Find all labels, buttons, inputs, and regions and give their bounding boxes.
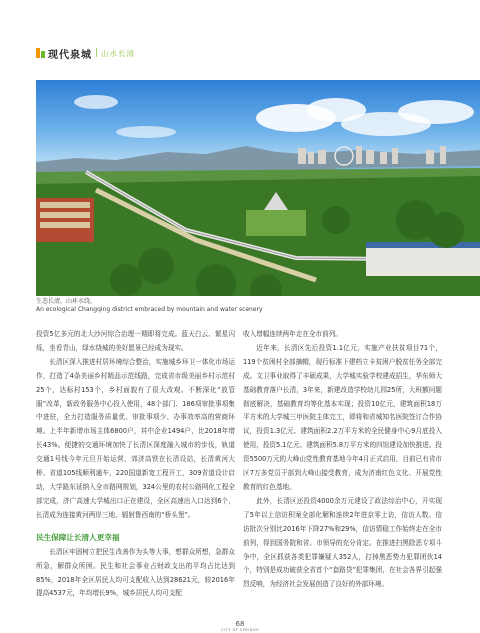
left-text-column xyxy=(36,328,235,601)
paragraph: 此外，长清区还投资4000余万元建设了政法综治中心，开实现了5年以上信访积案全部化解和连续2年进京零上访，信访人数、信访批次分别比2016年下降27%和29%，信访情稳工作始终走在全市前列，得到国务院和省、市领导的充分肯定。在推进扫黑除恶专项斗争中，全区抓获各类犯罪嫌疑人352人，打掉黑恶势力犯罪团伙14个，特别是成功破获全省首个“套路贷”犯罪集团，在社会各界引起强烈反响，为经济社会发展创造了良好的外部环境。 xyxy=(243,496,442,589)
section-header xyxy=(36,45,135,61)
photo-caption xyxy=(36,298,263,314)
section-subtitle: 山水长清 xyxy=(101,48,136,58)
paragraph: 收入增幅连续两年走在全市前列。 xyxy=(243,330,342,338)
paragraph: 近年来，长清区先后投资1.1亿元，实施产业扶贫项目71个，119个贫困村全部摘帽，现行标准下建档立卡贫困户脱贫任务全部完成。文卫事业取得了丰硕成果，大学城实验学校建成招生，华东师大基础教育落户长清，3年来，新建改造学校幼儿园25所，大班额问题彻底解决，基础教育均等化基本实现；投资10亿元，建筑面积18万平方米的大学城三甲医院主体完工，即将和省城知名医院签订合作协议，投资1.3亿元、建筑面积2.2万平方米的全民健身中心9月底投入使用，投资5.1亿元、建筑面积5.8万平方米的四馆建设加快推进。投资5500万元的大峰山党性教育基地今年4月正式启用，目前已有省市区7万多党员干部到大峰山接受教育，成为济南红色文化、开展党性教育的红色基地。 xyxy=(243,343,443,491)
section-title: 现代泉城 xyxy=(48,49,92,61)
paragraph: 长清区深入推进村居环境综合整治，实施城乡环卫一体化市场运作，打造了4条美丽乡村精品示范线路，完成省市级美丽乡村示范村25个，达标村153个，乡村面貌有了很大改观。不断深化“放管服”改革，新政务服务中心投入使用，48个部门、186项审批事项集中进驻，全力打造服务质量优、审批事项少、办事效率高的营商环境。上半年新增市场主体6800户，其中企业1494户，比2018年增长43%。便捷的交通环境加快了长清区深度融入城市的步伐，轨道交通1号线今年元旦开始运营，郊济高铁在长清设站，长清黄河大桥、省道105线顺利通车，220国道新宽工程开工，309省道设计启动，大学路东延纳入全市路网规划，324公里的农村公路网化工程全部完成，济广高速大学城出口正在建设，全区高速出入口达到6个，长清成为连接黄河两岸三地、辐射鲁西南的“桥头堡”。 xyxy=(36,357,235,519)
aerial-landscape-photo xyxy=(36,80,480,296)
right-text-column xyxy=(243,328,442,592)
paragraph: 投资5亿多元的北大沙河综合治理一期即将完成。蓝天白云、繁星闪烁，坐看青山，绿水绕城的美好愿景已经成为现实。 xyxy=(36,330,235,352)
page-number: 68 xyxy=(235,620,245,628)
caption-english: An ecological Changqing district embraced by mountain and water scenery xyxy=(36,306,263,313)
caption-chinese: 生态长清，山环水绕。 xyxy=(36,298,97,305)
paragraph: 长清区牢固树立把民生改善作为头等大事，想群众所想，急群众所急，解群众所困。民生和社会事业占财政支出的平均占比达到85%，2018年全区居民人均可支配收入达到28621元，较2016年提高4537元，年均增长9%，城乡居民人均可支配 xyxy=(36,547,235,598)
section-logo-icon xyxy=(36,47,45,59)
section-separator: | xyxy=(95,48,99,58)
publication-name: CITY OF SPRINGS xyxy=(221,628,259,632)
section-subheading: 民生保障让长清人更幸福 xyxy=(36,532,120,542)
